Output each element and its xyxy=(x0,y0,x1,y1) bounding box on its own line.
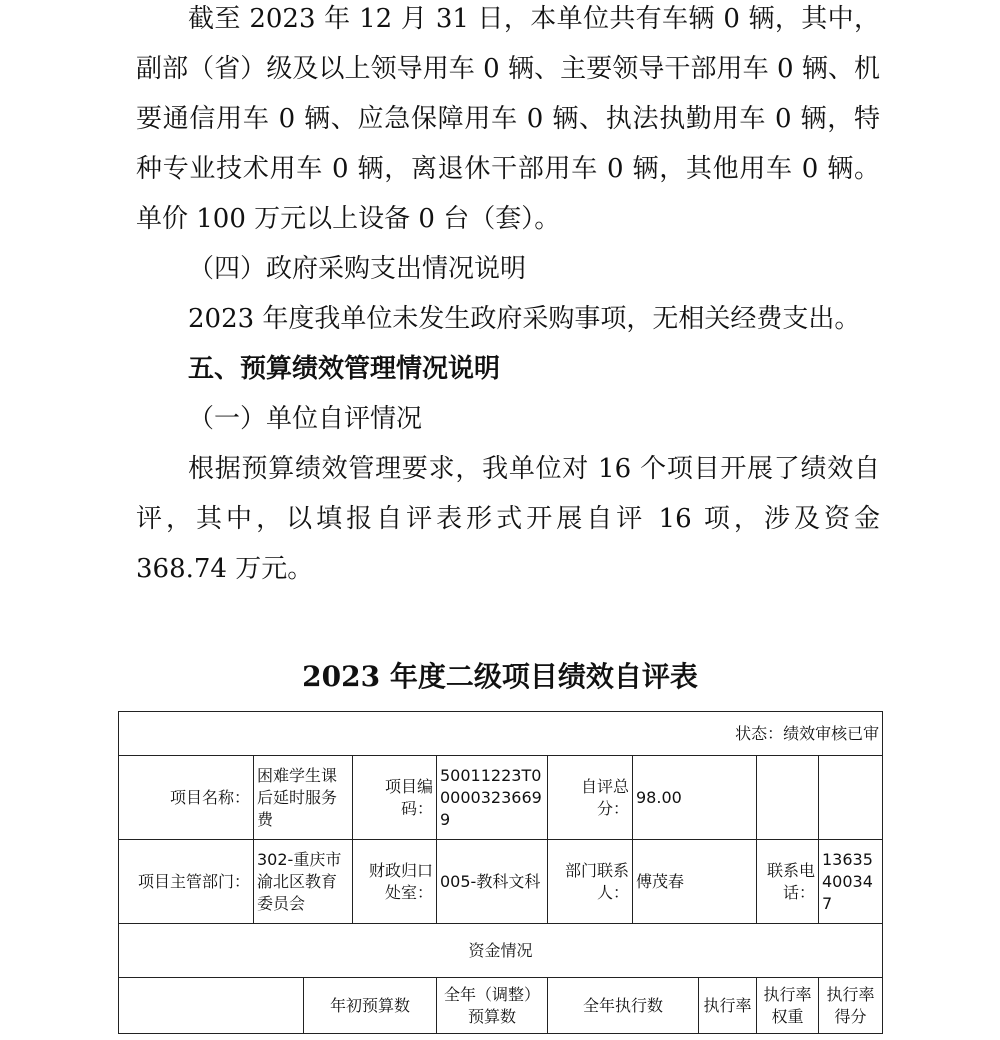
project-row xyxy=(119,756,883,840)
section5-heading: 五、预算绩效管理情况说明 xyxy=(188,354,501,384)
dept-label: 项目主管部门： xyxy=(119,840,254,924)
vehicles-paragraph: 截至 2023 年 12 月 31 日，本单位共有车辆 0 辆，其中，副部（省）级及以上领导用车 0 辆、主要领导干部用车 0 辆、机要通信用车 0 辆、应急保障用车 0 辆、执法执勤用车 0 辆，特种专业技术用车 0 辆，离退休干部用车 0 辆，其他用车 0 辆。单价 100 万元以上设备 0 台（套）。 xyxy=(136,4,880,234)
empty-cell xyxy=(819,756,883,840)
fund-col-executed: 全年执行数 xyxy=(548,978,699,1034)
fund-col-adjusted-budget: 全年（调整）预算数 xyxy=(437,978,548,1034)
finance-label: 财政归口处室： xyxy=(353,840,437,924)
department-row xyxy=(119,840,883,924)
project-code-label: 项目编码： xyxy=(353,756,437,840)
dept-value: 302-重庆市渝北区教育委员会 xyxy=(254,840,353,924)
phone-value: 13635400347 xyxy=(819,840,883,924)
empty-cell xyxy=(119,978,304,1034)
fund-col-rate: 执行率 xyxy=(699,978,757,1034)
fund-col-rate-score: 执行率得分 xyxy=(819,978,883,1034)
project-name: 困难学生课后延时服务费 xyxy=(254,756,353,840)
contact-value: 傅茂春 xyxy=(633,840,757,924)
table-title: 2023 年度二级项目绩效自评表 xyxy=(302,660,698,693)
finance-value: 005-教科文科 xyxy=(437,840,548,924)
score-label: 自评总分： xyxy=(548,756,633,840)
fund-col-initial-budget: 年初预算数 xyxy=(304,978,437,1034)
empty-cell xyxy=(757,756,819,840)
funds-heading: 资金情况 xyxy=(119,924,883,978)
performance-table xyxy=(118,711,883,1034)
phone-label: 联系电话： xyxy=(757,840,819,924)
project-name-label: 项目名称： xyxy=(119,756,254,840)
contact-label: 部门联系人： xyxy=(548,840,633,924)
project-code: 50011223T000003236699 xyxy=(437,756,548,840)
procurement-text: 2023 年度我单位未发生政府采购事项，无相关经费支出。 xyxy=(188,304,861,334)
self-eval-text: 根据预算绩效管理要求，我单位对 16 个项目开展了绩效自评，其中，以填报自评表形式开展自评 16 项，涉及资金 368.74 万元。 xyxy=(136,454,880,584)
procurement-heading: （四）政府采购支出情况说明 xyxy=(188,254,527,284)
funds-columns-row xyxy=(119,978,883,1034)
self-eval-heading: （一）单位自评情况 xyxy=(188,404,423,434)
status-cell: 状态：绩效审核已审 xyxy=(119,712,883,756)
score-value: 98.00 xyxy=(633,756,757,840)
fund-col-rate-weight: 执行率权重 xyxy=(757,978,819,1034)
status-row xyxy=(119,712,883,756)
funds-heading-row xyxy=(119,924,883,978)
